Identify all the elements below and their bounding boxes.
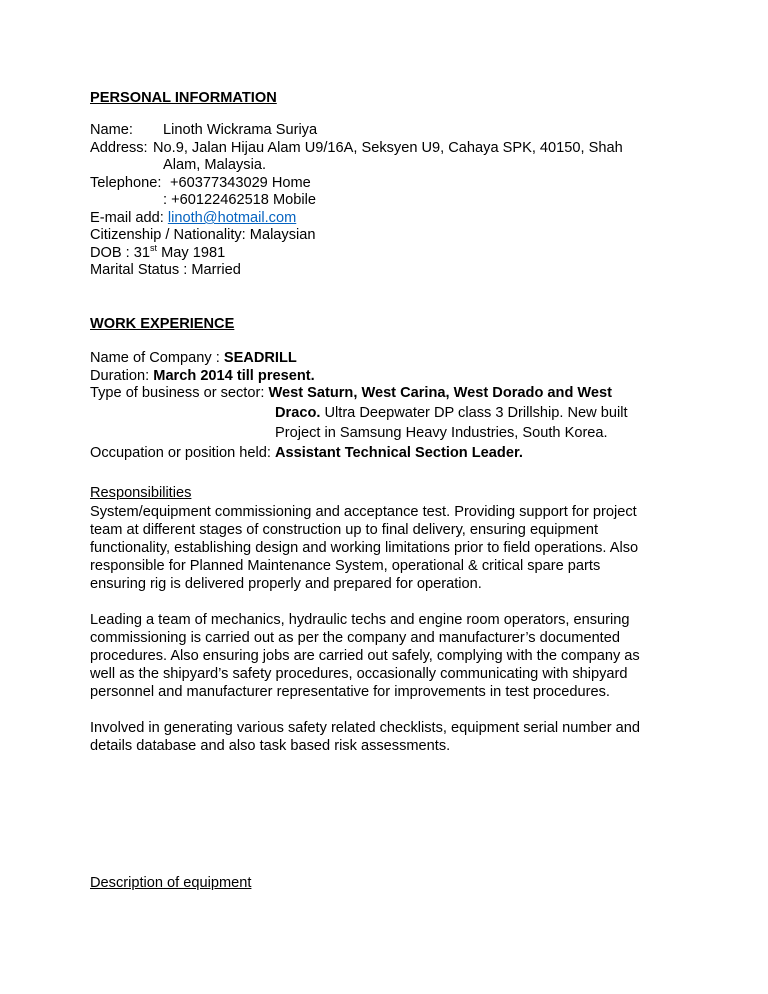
address-line-2: Alam, Malaysia. bbox=[163, 157, 266, 173]
name-label: Name: bbox=[90, 122, 133, 138]
sector-label: Type of business or sector: bbox=[90, 385, 269, 401]
resp-p1-line: ensuring rig is delivered properly and prepared for operation. bbox=[90, 576, 482, 592]
email-row bbox=[90, 210, 296, 228]
dob-row bbox=[90, 245, 225, 263]
sector-row bbox=[90, 385, 612, 403]
citizenship-row: Citizenship / Nationality: Malaysian bbox=[90, 227, 316, 243]
resp-p3-line: Involved in generating various safety related checklists, equipment serial number and bbox=[90, 720, 641, 736]
name-row bbox=[90, 122, 318, 140]
duration-value: March 2014 till present. bbox=[153, 368, 315, 384]
dob-label: DOB : 31 bbox=[90, 245, 151, 261]
dob-rest: May 1981 bbox=[157, 245, 226, 261]
resp-p1-line: functionality, establishing design and working limitations prior to field operations. Also bbox=[90, 540, 639, 556]
company-row bbox=[90, 350, 297, 368]
email-link[interactable]: linoth@hotmail.com bbox=[167, 210, 297, 226]
name-value: Linoth Wickrama Suriya bbox=[163, 122, 318, 138]
resp-p2-line: procedures. Also ensuring jobs are carried out safely, complying with the company as bbox=[90, 648, 640, 664]
resp-p1-line: System/equipment commissioning and acceptance test. Providing support for project bbox=[90, 504, 637, 520]
sector-value-2-rest: Ultra Deepwater DP class 3 Drillship. New built bbox=[320, 405, 628, 421]
marital-status-row: Marital Status : Married bbox=[90, 262, 241, 278]
company-value: SEADRILL bbox=[223, 350, 297, 366]
description-of-equipment-heading: Description of equipment bbox=[90, 875, 252, 891]
occupation-value: Assistant Technical Section Leader. bbox=[274, 445, 523, 461]
responsibilities-heading: Responsibilities bbox=[90, 485, 192, 501]
responsibilities-paragraph-2 bbox=[90, 611, 680, 701]
duration-label: Duration: bbox=[90, 368, 154, 384]
telephone-row bbox=[90, 175, 311, 193]
sector-row-2 bbox=[275, 405, 628, 423]
email-label: E-mail add: bbox=[90, 210, 164, 226]
resp-p2-line: Leading a team of mechanics, hydraulic techs and engine room operators, ensuring bbox=[90, 612, 630, 628]
responsibilities-paragraph-3 bbox=[90, 719, 680, 755]
address-label: Address: bbox=[90, 140, 148, 156]
responsibilities-paragraph-1 bbox=[90, 503, 680, 593]
personal-information-heading: PERSONAL INFORMATION bbox=[90, 90, 277, 106]
resp-p1-line: responsible for Planned Maintenance System, operational & critical spare parts bbox=[90, 558, 601, 574]
dob-ordinal: st bbox=[150, 243, 158, 254]
resp-p3-line: details database and also task based risk assessments. bbox=[90, 738, 451, 754]
address-row bbox=[90, 140, 623, 158]
company-label: Name of Company : bbox=[90, 350, 224, 366]
duration-row bbox=[90, 368, 315, 386]
work-experience-heading: WORK EXPERIENCE bbox=[90, 316, 235, 332]
resp-p2-line: commissioning is carried out as per the company and manufacturer’s documented bbox=[90, 630, 620, 646]
resp-p2-line: personnel and manufacturer representative for improvements in test procedures. bbox=[90, 684, 610, 700]
telephone-label: Telephone: bbox=[90, 175, 162, 191]
telephone-mobile: : +60122462518 Mobile bbox=[163, 192, 316, 208]
address-line-1: No.9, Jalan Hijau Alam U9/16A, Seksyen U9, Cahaya SPK, 40150, Shah bbox=[153, 140, 623, 156]
sector-value-3: Project in Samsung Heavy Industries, South Korea. bbox=[275, 425, 608, 441]
occupation-row bbox=[90, 445, 523, 463]
resp-p1-line: team at different stages of construction up to final delivery, ensuring equipment bbox=[90, 522, 599, 538]
sector-value-2-bold: Draco. bbox=[275, 405, 321, 421]
telephone-home: +60377343029 Home bbox=[170, 175, 311, 191]
resp-p2-line: well as the shipyard’s safety procedures, occasionally communicating with shipyard bbox=[90, 666, 628, 682]
occupation-label: Occupation or position held: bbox=[90, 445, 275, 461]
sector-value-1: West Saturn, West Carina, West Dorado and West bbox=[268, 385, 613, 401]
